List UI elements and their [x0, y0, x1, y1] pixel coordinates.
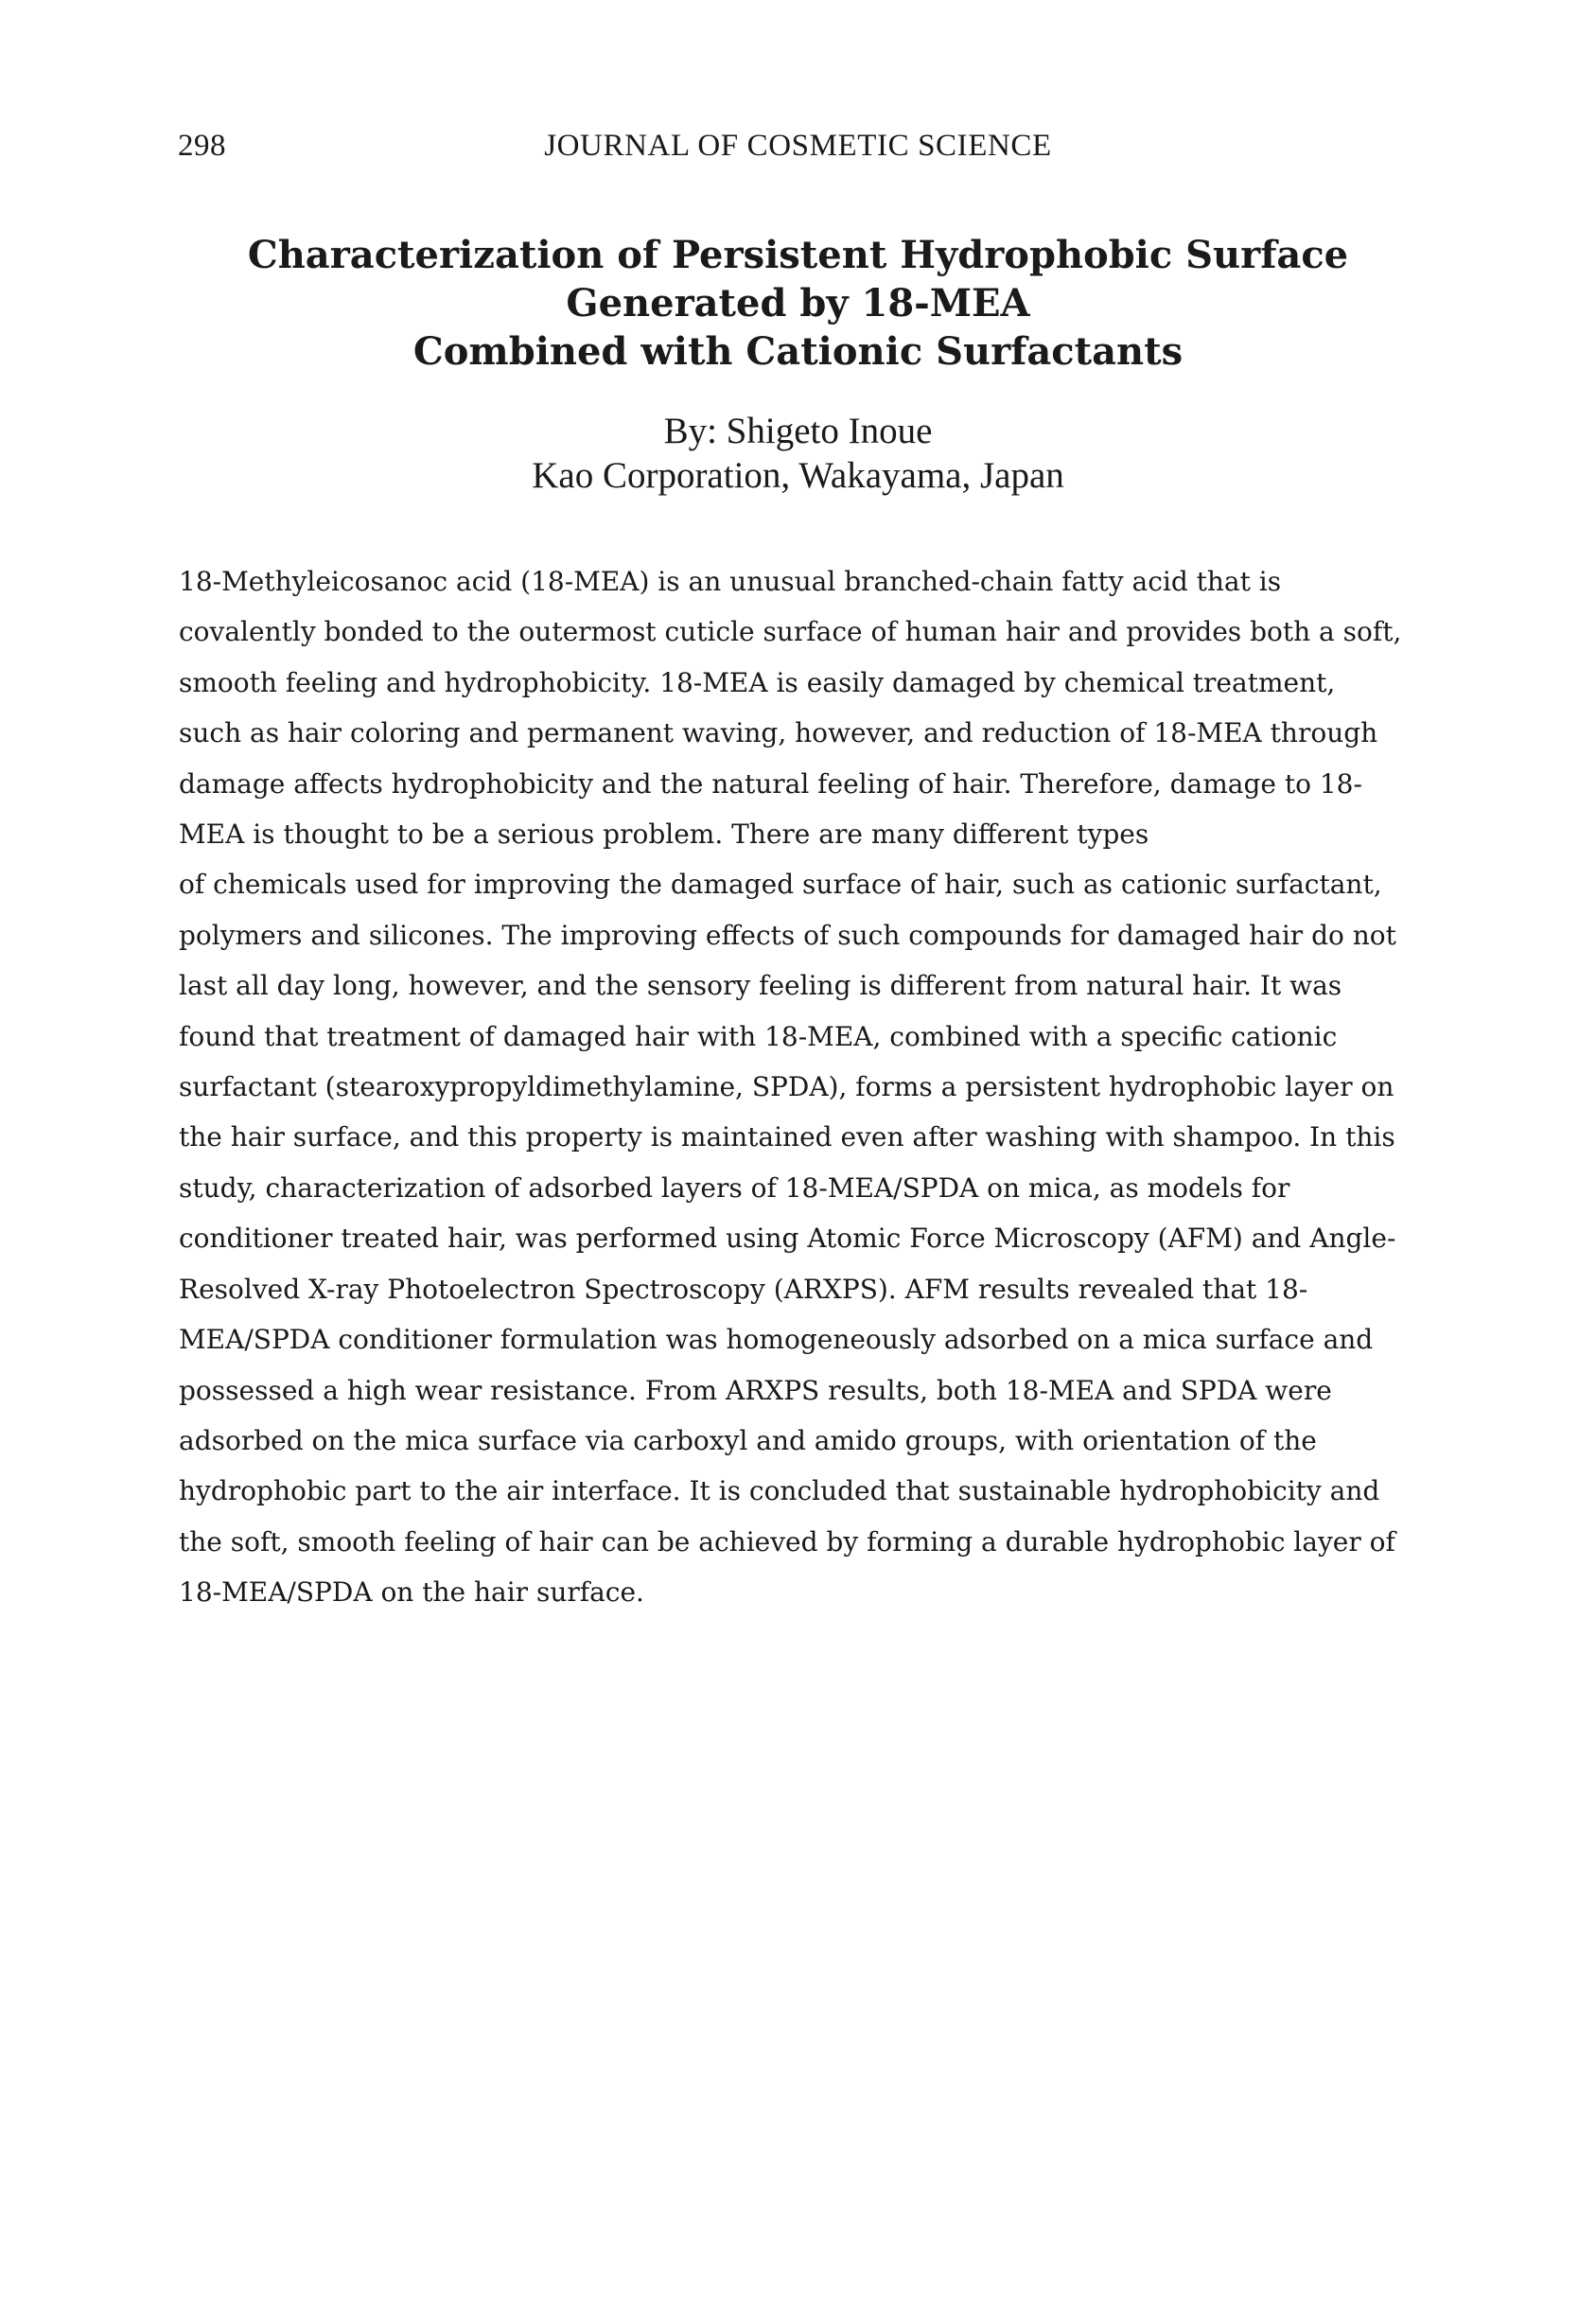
abstract-line: found that treatment of damaged hair with 18-MEA, combined with a specific cationic — [179, 1020, 1338, 1052]
abstract-line: adsorbed on the mica surface via carboxyl and amido groups, with orientation of the — [179, 1424, 1317, 1456]
page-number: 298 — [178, 129, 226, 163]
journal-title: JOURNAL OF COSMETIC SCIENCE — [544, 129, 1052, 163]
abstract-line: hydrophobic part to the air interface. It is concluded that sustainable hydrophobicity and — [179, 1475, 1380, 1507]
abstract-line: 18-MEA/SPDA on the hair surface. — [179, 1576, 644, 1609]
abstract-line: such as hair coloring and permanent waving, however, and reduction of 18-MEA through — [179, 717, 1378, 749]
article-title — [142, 231, 1454, 376]
abstract-line: MEA is thought to be a serious problem. There are many different types — [179, 819, 1149, 851]
author-line: By: Shigeto Inoue — [663, 411, 933, 451]
abstract — [179, 556, 1428, 1618]
abstract-line: the hair surface, and this property is maintained even after washing with shampoo. In this — [179, 1121, 1395, 1153]
abstract-line: conditioner treated hair, was performed using Atomic Force Microscopy (AFM) and Angle- — [179, 1223, 1396, 1255]
byline — [142, 409, 1454, 498]
abstract-line: surfactant (stearoxypropyldimethylamine, SPDA), forms a persistent hydrophobic layer on — [179, 1071, 1394, 1103]
abstract-line: covalently bonded to the outermost cuticle surface of human hair and provides both a soft, — [179, 616, 1402, 648]
abstract-line: the soft, smooth feeling of hair can be achieved by forming a durable hydrophobic layer of — [179, 1525, 1395, 1558]
affiliation-line: Kao Corporation, Wakayama, Japan — [532, 455, 1064, 496]
abstract-line: last all day long, however, and the sensory feeling is different from natural hair. It was — [179, 970, 1342, 1002]
abstract-line: 18-Methyleicosanoc acid (18-MEA) is an unusual branched-chain fatty acid that is — [179, 566, 1282, 597]
abstract-line: smooth feeling and hydrophobicity. 18-MEA is easily damaged by chemical treatment, — [179, 666, 1336, 698]
abstract-line: possessed a high wear resistance. From ARXPS results, both 18-MEA and SPDA were — [179, 1374, 1332, 1406]
abstract-line: MEA/SPDA conditioner formulation was homogeneously adsorbed on a mica surface and — [179, 1324, 1374, 1356]
title-line-2: Generated by 18-MEA — [566, 281, 1030, 326]
title-line-3: Combined with Cationic Surfactants — [412, 329, 1184, 374]
abstract-line: polymers and silicones. The improving effects of such compounds for damaged hair do not — [179, 919, 1396, 951]
title-line-1: Characterization of Persistent Hydrophobic Surface — [247, 233, 1349, 277]
abstract-line: of chemicals used for improving the damaged surface of hair, such as cationic surfactant, — [179, 869, 1382, 901]
abstract-line: damage affects hydrophobicity and the natural feeling of hair. Therefore, damage to 18- — [179, 767, 1362, 800]
running-head — [0, 129, 1596, 170]
abstract-line: study, characterization of adsorbed layers of 18-MEA/SPDA on mica, as models for — [179, 1171, 1290, 1204]
abstract-line: Resolved X-ray Photoelectron Spectroscopy (ARXPS). AFM results revealed that 18- — [179, 1273, 1308, 1305]
